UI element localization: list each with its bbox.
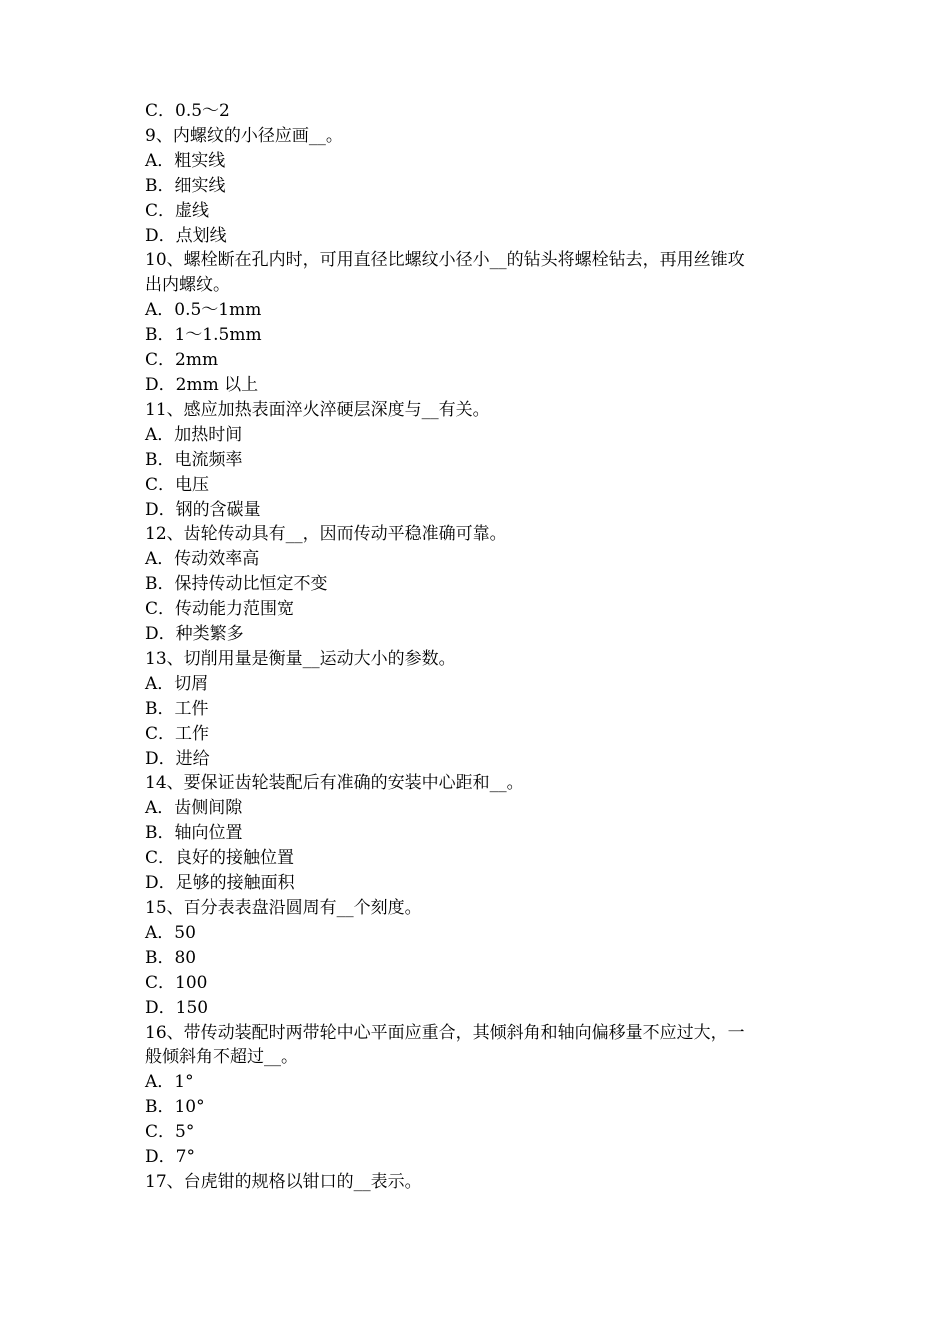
option-line: B．10° [145,1097,205,1118]
option-line: D．点划线 [145,225,227,246]
option-line: C．100 [145,972,208,993]
option-line: D．进给 [145,748,210,769]
option-line: A．1° [145,1072,194,1093]
option-line: A．齿侧间隙 [145,798,243,819]
option-line: C．0.5～2 [145,101,230,121]
question-line: 15、百分表表盘沿圆周有__个刻度。 [145,898,422,918]
option-line: D．7° [145,1147,195,1168]
option-line: B．80 [145,947,197,968]
option-line: A．传动效率高 [145,549,260,570]
option-line: A．50 [145,922,196,943]
question-line: 13、切削用量是衡量__运动大小的参数。 [145,648,456,669]
option-line: D．种类繁多 [145,624,244,645]
option-line: A．切屑 [145,673,209,694]
option-line: B．轴向位置 [145,823,243,844]
question-line: 般倾斜角不超过__。 [145,1047,298,1068]
option-line: C．良好的接触位置 [145,848,295,869]
question-line: 10、螺栓断在孔内时，可用直径比螺纹小径小__的钻头将螺栓钻去，再用丝锥攻 [145,250,745,271]
question-line: 16、带传动装配时两带轮中心平面应重合，其倾斜角和轴向偏移量不应过大，一 [145,1022,745,1043]
option-line: D．钢的含碳量 [145,499,261,520]
option-line: C．电压 [145,474,210,495]
option-line: A．粗实线 [145,150,226,171]
option-line: D．150 [145,997,209,1018]
option-line: D．足够的接触面积 [145,873,295,894]
document-body [145,99,810,1195]
question-line: 9、内螺纹的小径应画__。 [145,125,343,146]
question-line: 14、要保证齿轮装配后有准确的安装中心距和__。 [145,773,524,794]
question-line: 12、齿轮传动具有__，因而传动平稳准确可靠。 [145,524,507,545]
option-line: A．加热时间 [145,424,243,445]
option-line: C．5° [145,1122,195,1143]
option-line: B．工件 [145,698,209,719]
option-line: B．保持传动比恒定不变 [145,574,328,595]
option-line: C．工作 [145,723,210,744]
option-line: C．虚线 [145,200,210,221]
option-line: B．电流频率 [145,449,243,470]
question-line: 17、台虎钳的规格以钳口的__表示。 [145,1171,422,1192]
option-line: C．传动能力范围宽 [145,599,295,620]
option-line: B．细实线 [145,175,226,196]
option-line: B．1～1.5mm [145,325,262,346]
option-line: A．0.5～1mm [145,300,262,321]
option-line: D．2mm 以上 [145,374,259,395]
question-line: 11、感应加热表面淬火淬硬层深度与__有关。 [145,399,490,420]
option-line: C．2mm [145,350,219,371]
question-line: 出内螺纹。 [145,275,230,296]
